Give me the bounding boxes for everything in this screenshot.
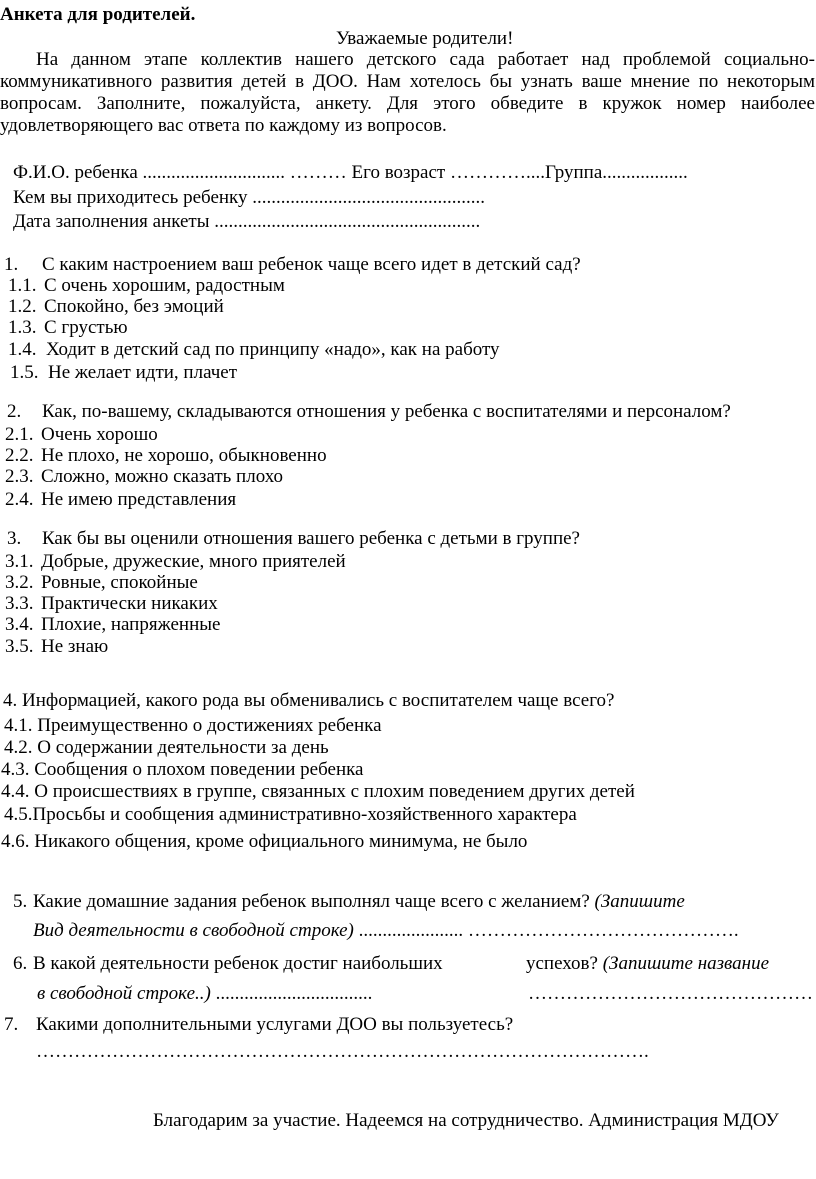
question-6-number: 6. [13, 953, 28, 974]
option-number: 2.1. [5, 424, 34, 445]
question-5-text: Какие домашние задания ребенок выполнял чаще всего с желанием? [33, 891, 590, 912]
question-3 [7, 528, 580, 550]
option-text: Очень хорошо [41, 424, 158, 445]
option-text: Не знаю [41, 636, 109, 657]
question-3-number: 3. [7, 528, 22, 549]
question-6-hint-cont: в свободной строке..) [37, 983, 211, 1004]
option-1-3 [8, 317, 128, 339]
question-6 [13, 953, 443, 975]
option-text: Ровные, спокойные [41, 572, 198, 593]
question-2 [7, 401, 731, 423]
question-6-text: В какой деятельности ребенок достиг наибольших [33, 953, 443, 974]
option-text: Плохие, напряженные [41, 614, 221, 635]
option-1-1 [8, 275, 285, 297]
question-7-answer-dots: ……………………………………………………………………………………. [36, 1041, 649, 1062]
option-3-4 [5, 614, 220, 636]
question-6-hint: (Запишите название [602, 953, 770, 974]
option-text: Добрые, дружеские, много приятелей [41, 551, 346, 572]
question-7 [4, 1014, 513, 1036]
question-1-number: 1. [4, 254, 19, 275]
option-1-4 [8, 339, 500, 361]
question-3-text: Как бы вы оценили отношения вашего ребенка с детьми в группе? [42, 528, 580, 549]
relation-field: Кем вы приходитесь ребенку ................................................. [13, 187, 486, 208]
option-text: Не имею представления [41, 489, 237, 510]
option-text: Спокойно, без эмоций [44, 296, 224, 317]
option-1-5 [10, 362, 237, 384]
option-text: С очень хорошим, радостным [44, 275, 285, 296]
child-name-field: Ф.И.О. ребенка .............................. ……… Его возраст …………....Группа.................. [13, 162, 688, 183]
answer-dots: ................................. [210, 983, 373, 1004]
option-number: 3.4. [5, 614, 34, 635]
option-text: Практически никаких [41, 593, 218, 614]
option-1-2 [8, 296, 224, 318]
option-3-1 [5, 551, 346, 573]
option-4-4: 4.4. О происшествиях в группе, связанных с плохим поведением других детей [1, 781, 635, 802]
question-5 [13, 891, 685, 913]
option-text: С грустью [44, 317, 128, 338]
page-title: Анкета для родителей. [0, 4, 196, 25]
option-text: Ходит в детский сад по принципу «надо», как на работу [46, 339, 500, 360]
question-5-answer-line [33, 920, 739, 942]
option-4-2: 4.2. О содержании деятельности за день [4, 737, 329, 758]
question-5-hint: (Запишите [594, 891, 685, 912]
option-2-4 [5, 489, 236, 511]
option-text: Сложно, можно сказать плохо [41, 466, 283, 487]
option-number: 2.3. [5, 466, 34, 487]
option-4-5: 4.5.Просьбы и сообщения административно-хозяйственного характера [4, 804, 577, 825]
option-number: 1.1. [8, 275, 37, 296]
answer-dots: ...................... ……………………………………. [353, 920, 739, 941]
option-number: 2.2. [5, 445, 34, 466]
footer-thanks: Благодарим за участие. Надеемся на сотрудничество. Администрация МДОУ [153, 1110, 779, 1131]
option-number: 2.4. [5, 489, 34, 510]
option-4-3: 4.3. Сообщения о плохом поведении ребенка [1, 759, 364, 780]
option-number: 1.2. [8, 296, 37, 317]
question-5-hint-cont: Вид деятельности в свободной строке) [33, 920, 354, 941]
question-6-answer-line [37, 983, 372, 1005]
option-number: 3.3. [5, 593, 34, 614]
question-1-text: С каким настроением ваш ребенок чаще всего идет в детский сад? [42, 254, 581, 275]
option-3-5 [5, 636, 108, 658]
option-number: 3.2. [5, 572, 34, 593]
question-1 [4, 254, 581, 276]
question-7-number: 7. [4, 1014, 19, 1035]
intro-paragraph [0, 49, 815, 137]
date-field: Дата заполнения анкеты ........................................................ [13, 211, 481, 232]
option-4-1: 4.1. Преимущественно о достижениях ребенка [4, 715, 382, 736]
option-3-3 [5, 593, 218, 615]
option-3-2 [5, 572, 198, 594]
option-4-6: 4.6. Никакого общения, кроме официального минимума, не было [1, 831, 528, 852]
option-number: 1.4. [8, 339, 37, 360]
option-number: 3.5. [5, 636, 34, 657]
question-4: 4. Информацией, какого рода вы обменивались с воспитателем чаще всего? [3, 690, 615, 711]
question-6-answer-dots: ……………………………………… [528, 983, 813, 1004]
question-5-number: 5. [13, 891, 28, 912]
option-number: 1.5. [10, 362, 39, 383]
question-2-text: Как, по-вашему, складываются отношения у ребенка с воспитателями и персоналом? [42, 401, 731, 422]
option-2-2 [5, 445, 327, 467]
option-2-3 [5, 466, 283, 488]
option-2-1 [5, 424, 158, 446]
intro-text: На данном этапе коллектив нашего детского сада работает над проблемой социально-коммуникативного развития детей в ДОО. Нам хотелось бы узнать ваше мнение по некоторым вопросам. Заполните, пожалуйста, анкету. Для этого обведите в кружок номер наиболее удовлетворяющего вас ответа по каждому из вопросов. [0, 49, 815, 136]
question-7-text: Какими дополнительными услугами ДОО вы пользуетесь? [36, 1014, 514, 1035]
option-number: 1.3. [8, 317, 37, 338]
option-text: Не желает идти, плачет [48, 362, 238, 383]
question-6-text-end: успехов? [526, 953, 598, 974]
question-2-number: 2. [7, 401, 22, 422]
option-text: Не плохо, не хорошо, обыкновенно [41, 445, 327, 466]
option-number: 3.1. [5, 551, 34, 572]
question-6-tail [526, 953, 769, 975]
greeting: Уважаемые родители! [336, 28, 514, 49]
